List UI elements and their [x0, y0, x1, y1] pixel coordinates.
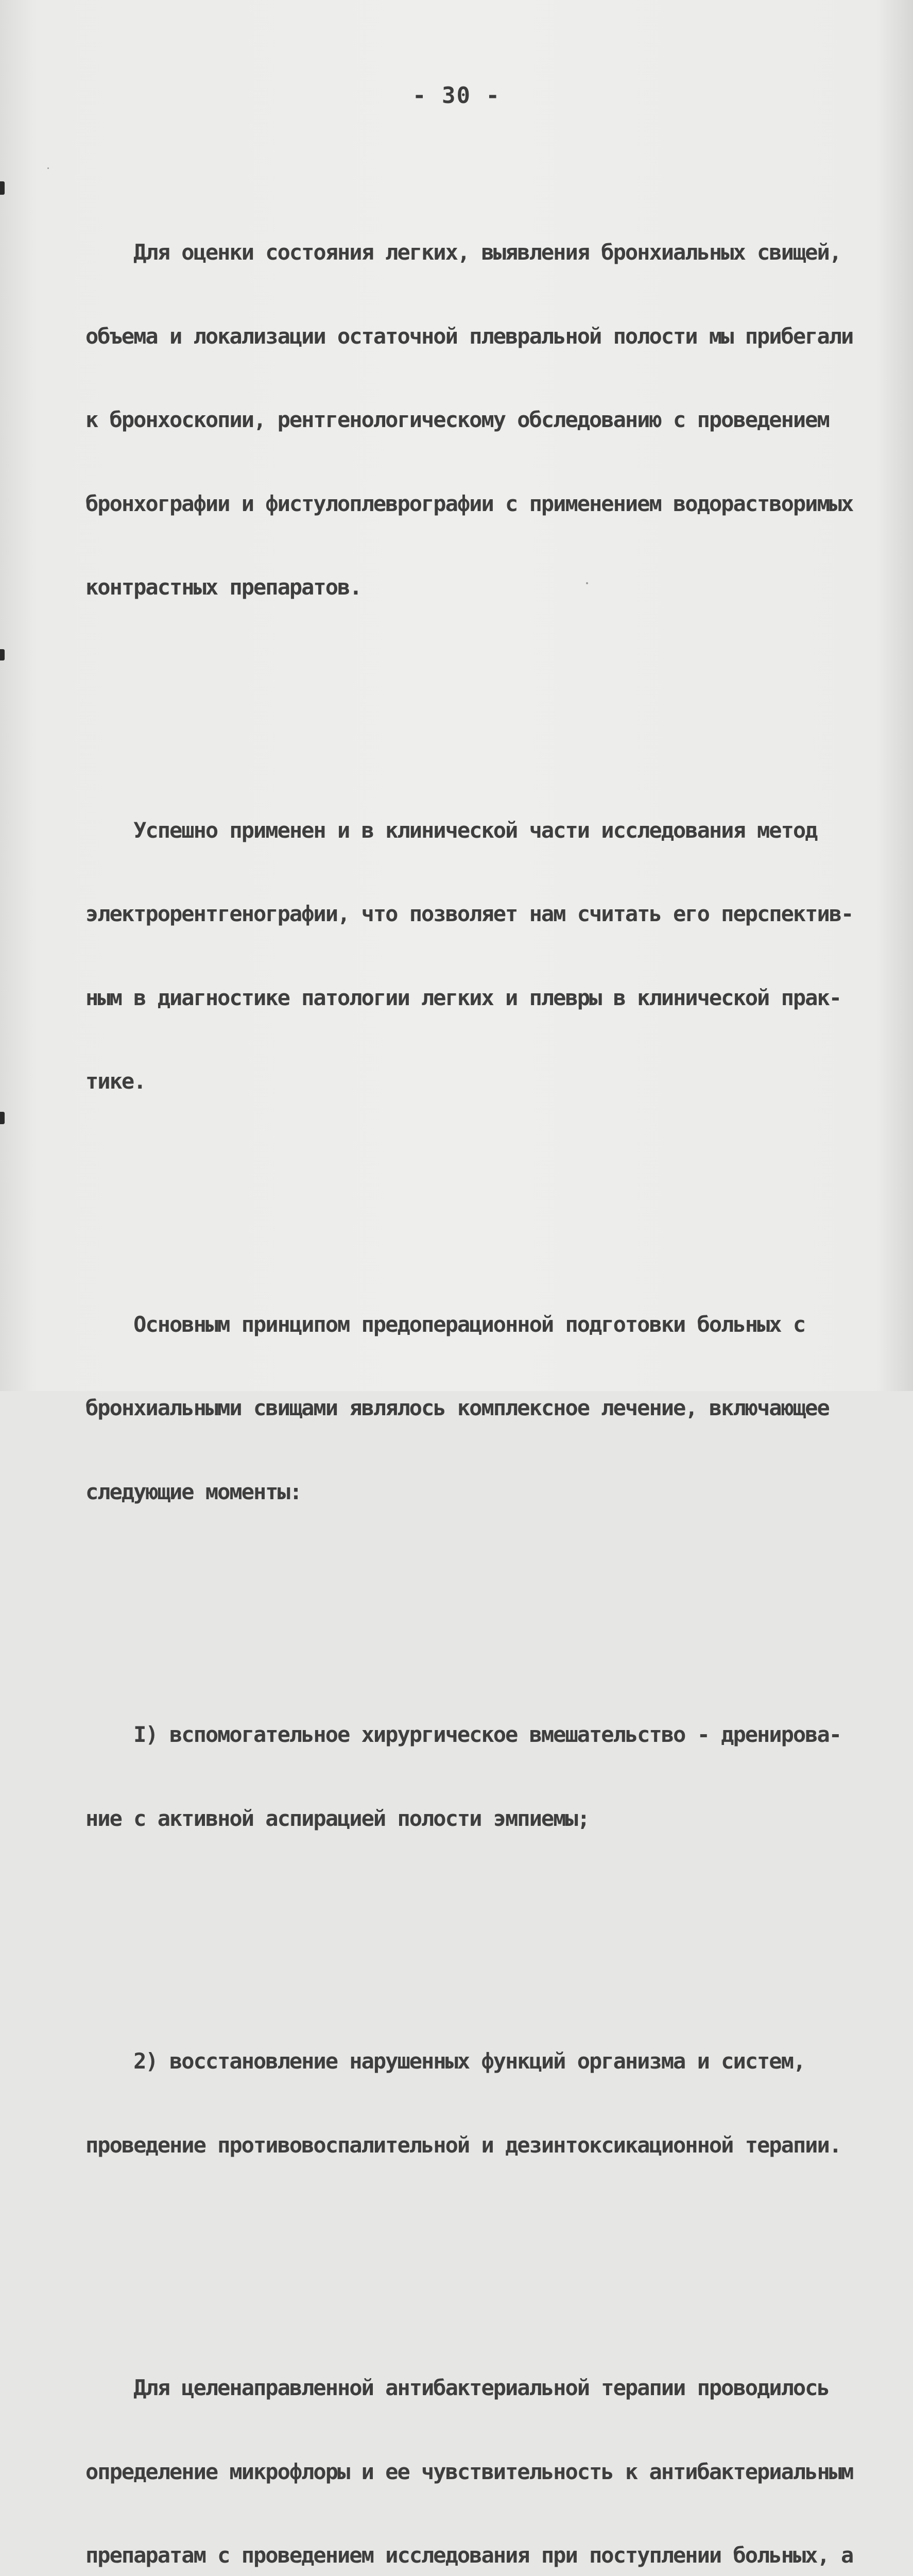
text-line: Успешно применен и в клинической части исследования метод — [85, 817, 817, 843]
text-line: объема и локализации остаточной плевральной полости мы прибегали — [85, 323, 853, 349]
text-line: ным в диагностике патологии легких и плевры в клинической прак- — [85, 985, 841, 1010]
list-item — [85, 1994, 868, 2212]
page-number: - 30 - — [412, 82, 501, 109]
text-line: электрорентгенографии, что позволяет нам считать его перспектив- — [85, 901, 853, 926]
text-line: следующие моменты: — [85, 1479, 302, 1504]
binding-mark-2 — [0, 649, 5, 660]
paragraph — [85, 764, 868, 1149]
list-item — [85, 1668, 868, 1886]
paragraph — [85, 2321, 868, 2576]
binding-mark-3 — [0, 1112, 5, 1124]
text-line: бронхиальными свищами являлось комплексное лечение, включающее — [85, 1395, 829, 1420]
text-line: Основным принципом предоперационной подготовки больных с — [85, 1311, 805, 1337]
text-line: контрастных препаратов. — [85, 574, 361, 600]
text-line: Для оценки состояния легких, выявления бронхиальных свищей, — [85, 240, 841, 265]
text-line: I) вспомогательное хирургическое вмешательство - дренирова- — [85, 1722, 841, 1747]
text-line: 2) восстановление нарушенных функций организма и систем, — [85, 2048, 805, 2074]
text-line: к бронхоскопии, рентгенологическому обследованию с проведением — [85, 407, 829, 432]
text-line: проведение противовоспалительной и дезинтоксикационной терапии. — [85, 2132, 841, 2158]
text-line: Для целенаправленной антибактериальной терапии проводилось — [85, 2375, 829, 2400]
paragraph — [85, 185, 868, 655]
text-line: определение микрофлоры и ее чувствительность к антибактериальным — [85, 2459, 853, 2484]
text-line: бронхографии и фистулоплеврографии с применением водорастворимых — [85, 490, 853, 516]
paper-speck — [47, 167, 49, 169]
paragraph — [85, 1258, 868, 1560]
text-line: тике. — [85, 1069, 146, 1094]
body-text — [85, 135, 868, 2576]
binding-mark-1 — [0, 181, 5, 195]
text-line: препаратам с проведением исследования при поступлении больных, а — [85, 2543, 853, 2568]
text-line: ние с активной аспирацией полости эмпиемы; — [85, 1805, 590, 1831]
